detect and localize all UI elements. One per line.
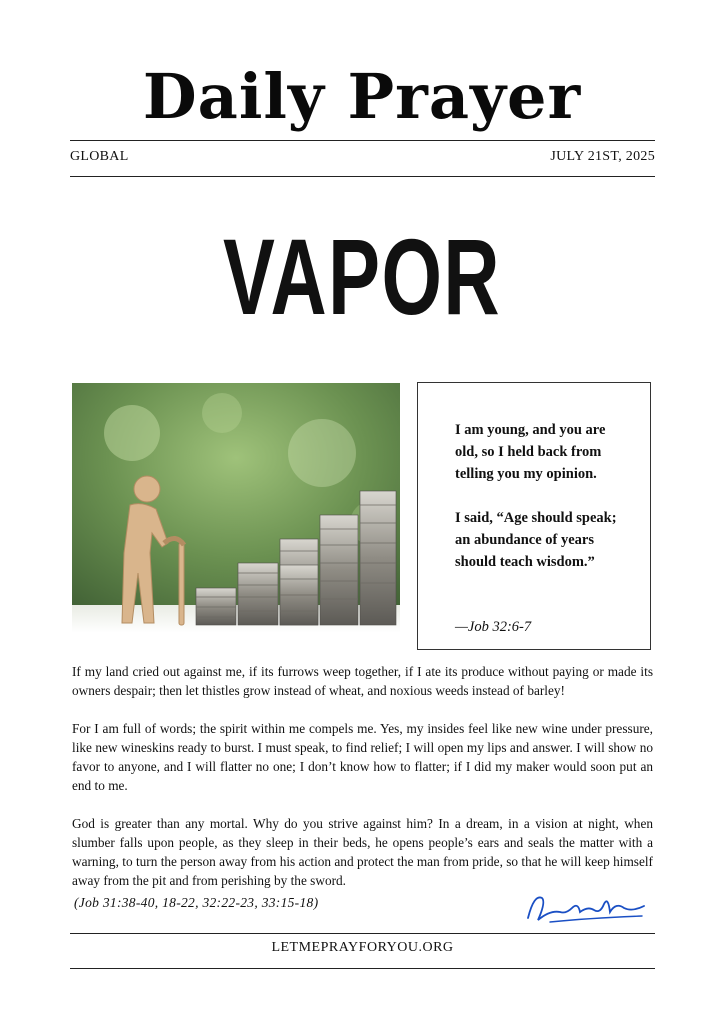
- footer-site: LETMEPRAYFORYOU.ORG: [271, 940, 454, 955]
- signature-icon: [520, 888, 650, 928]
- body-text: [72, 662, 653, 909]
- dateline: [70, 149, 655, 165]
- masthead-title: Daily Prayer: [142, 60, 582, 133]
- elderly-figure-coins-photo: [72, 383, 400, 633]
- scripture-quote-box: [417, 382, 651, 650]
- quote-text: [455, 419, 630, 595]
- region-label: GLOBAL: [70, 149, 129, 164]
- scripture-citation: (Job 31:38-40, 18-22, 32:22-23, 33:15-18): [74, 895, 319, 910]
- quote-paragraph-1: I am young, and you are old, so I held back from telling you my opinion.: [455, 422, 606, 482]
- date-label: JULY 21ST, 2025: [550, 149, 655, 164]
- body-paragraph-2: For I am full of words; the spirit within me compels me. Yes, my insides feel like new wine under pressure, like new wineskins ready to burst. I must speak, to find relief; I will open my lips and answer. I will show no favor to anyone, and I will flatter no one; I don’t know how to flatter; if I did my maker would soon put an end to me.: [72, 721, 653, 793]
- dateline-rule: [70, 176, 655, 177]
- footer-top-rule: [70, 933, 655, 934]
- headline: VAPOR: [223, 216, 501, 337]
- body-paragraph-1: If my land cried out against me, if its furrows weep together, if I ate its produce without paying or made its owners despair; then let thistles grow instead of wheat, and noxious weeds instead of barley!: [72, 664, 653, 698]
- quote-paragraph-2: I said, “Age should speak; an abundance of years should teach wisdom.”: [455, 510, 617, 570]
- top-rule: [70, 140, 655, 141]
- quote-reference: —Job 32:6-7: [455, 619, 532, 635]
- footer-bottom-rule: [70, 968, 655, 969]
- body-paragraph-3: God is greater than any mortal. Why do you strive against him? In a dream, in a vision at night, when slumber falls upon people, as they sleep in their beds, he opens people’s ears and seals the matter with a warning, to turn the person away from his action and protect the man from pride, so that he will keep himself away from the pit and from perishing by the sword.: [72, 816, 653, 888]
- photo-illustration: [72, 383, 400, 633]
